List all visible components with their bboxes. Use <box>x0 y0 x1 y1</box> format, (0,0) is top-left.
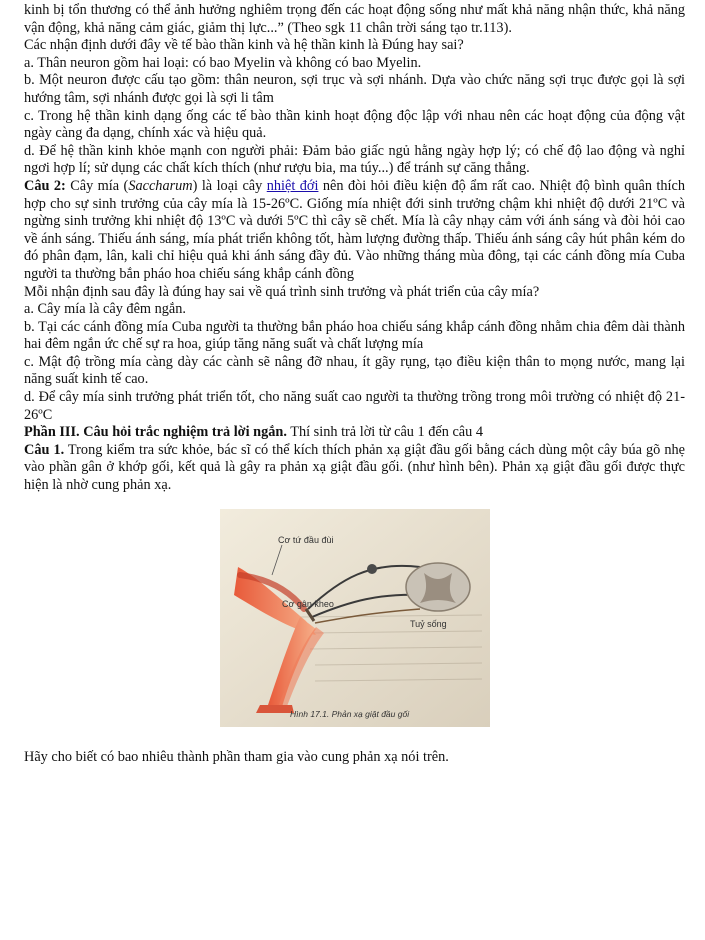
part-3-label: Phần III. Câu hỏi trắc nghiệm trả lời ngắn. <box>24 424 287 441</box>
spacer <box>24 727 685 749</box>
part-3-heading <box>24 424 685 442</box>
label-quadriceps: Cơ tứ đầu đùi <box>277 534 333 545</box>
sugarcane-prompt: Mỗi nhận định sau đây là đúng hay sai về quá trình sinh trưởng và phát triển của cây mía? <box>24 283 540 300</box>
question-1-label: Câu 1. <box>24 441 65 458</box>
label-spinal-cord: Tuỷ sống <box>409 618 447 629</box>
label-tendon: Cơ gân kheo <box>281 598 334 609</box>
ganglion-cell <box>367 564 377 574</box>
sugarcane-statement-c: c. Mật độ trồng mía càng dày các cành sẽ nâng đỡ nhau, ít gãy rụng, tạo điều kiện thân to mọng nước, mang lại năng suất kinh tế cao. <box>24 353 685 388</box>
sugarcane-statement-d: d. Để cây mía sinh trưởng phát triển tốt, cho năng suất cao người ta thường trồng trong môi trường có nhiệt độ 21-26ºC <box>24 389 685 423</box>
question-1 <box>24 442 685 495</box>
statement-b: b. Một neuron được cấu tạo gồm: thân neuron, sợi trục và sợi nhánh. Dựa vào chức năng sợi trục được gọi là sợi hướng tâm, sợi nhánh được gọi là sợi li tâm <box>24 72 685 106</box>
question-1-text: Trong kiểm tra sức khỏe, bác sĩ có thể kích thích phản xạ giật đầu gối bằng cách dùng một cây búa gõ nhẹ vào phần gân ở khớp gối, kết quả là gây ra phản xạ giật đầu gối. (như hình bên). Phản xạ giật đầu gối được thực hiện là nhờ cung phản xạ. <box>24 441 685 494</box>
question-2-text-1: Cây mía ( <box>65 177 129 194</box>
knee-reflex-figure <box>220 509 490 727</box>
foot-shape <box>256 705 294 713</box>
statement-d: d. Để hệ thần kinh khỏe mạnh con người phải: Đảm bảo giấc ngủ hằng ngày hợp lý; có chế độ lao động và nghỉ ngơi hợp lí; sử dụng các chất kích thích (như rượu bia, ma túy...) để tránh sự căng thẳng. <box>24 142 685 177</box>
species-name: Saccharum <box>128 177 193 194</box>
question-2-label: Câu 2: <box>24 177 66 194</box>
final-question: Hãy cho biết có bao nhiêu thành phần tham gia vào cung phản xạ nói trên. <box>24 748 449 765</box>
figure-caption: Hình 17.1. Phản xạ giật đầu gối <box>289 708 409 719</box>
sugarcane-statement-a: a. Cây mía là cây đêm ngắn. <box>24 301 186 318</box>
figure-background <box>220 509 490 727</box>
paragraph-intro: kinh bị tổn thương có thể ảnh hưởng nghiêm trọng đến các hoạt động sống như mất khả năng nhận thức, khả năng vận động, khả năng cảm giác, giảm thị lực...” (Theo sgk 11 chân trời sáng tạo tr.113). <box>24 2 685 36</box>
question-2-text-3: nên đòi hỏi điều kiện độ ẩm rất cao. Nhiệt độ bình quân thích hợp cho sự sinh trưởng của cây mía là 15-26ºC. Giống mía nhiệt đới sinh trưởng chậm khi nhiệt độ dưới 21ºC và ngừng sinh trưởng khi nhiệt độ 13ºC và dưới 5ºC thì cây sẽ chết. Mía là cây nhạy cảm với ánh sáng và đòi hỏi cao về ánh sáng. Thiếu ánh sáng, mía phát triển không tốt, hàm lượng đường thấp. Thiếu ánh sáng cây hút phân kém do đó phân đạm, lân, kali chỉ hiệu quả khi ánh sáng đầy đủ. Vào những tháng mùa đông, tại các cánh đồng mía Cuba người ta thường bắn pháo hoa chiếu sáng khắp cánh đồng <box>24 177 686 282</box>
tropical-link[interactable]: nhiệt đới <box>266 177 319 194</box>
statement-c: c. Trong hệ thần kinh dạng ống các tế bào thần kinh hoạt động độc lập với nhau nên các hoạt động của động vật ngày càng đa dạng, chính xác và hiệu quả. <box>24 107 685 142</box>
sugarcane-statement-b: b. Tại các cánh đồng mía Cuba người ta thường bắn pháo hoa chiếu sáng khắp cánh đồng nhằm chia đêm dài thành hai đêm ngắn ức chế sự ra hoa, giúp tăng năng suất và chất lượng mía <box>24 318 685 353</box>
part-3-instruction: Thí sinh trả lời từ câu 1 đến câu 4 <box>286 424 484 441</box>
question-2-text-2: ) là loại cây <box>192 177 267 194</box>
statement-a: a. Thân neuron gồm hai loại: có bao Myelin và không có bao Myelin. <box>24 54 422 71</box>
question-prompt: Các nhận định dưới đây về tế bào thần kinh và hệ thần kinh là Đúng hay sai? <box>24 37 464 54</box>
question-2 <box>24 178 685 284</box>
